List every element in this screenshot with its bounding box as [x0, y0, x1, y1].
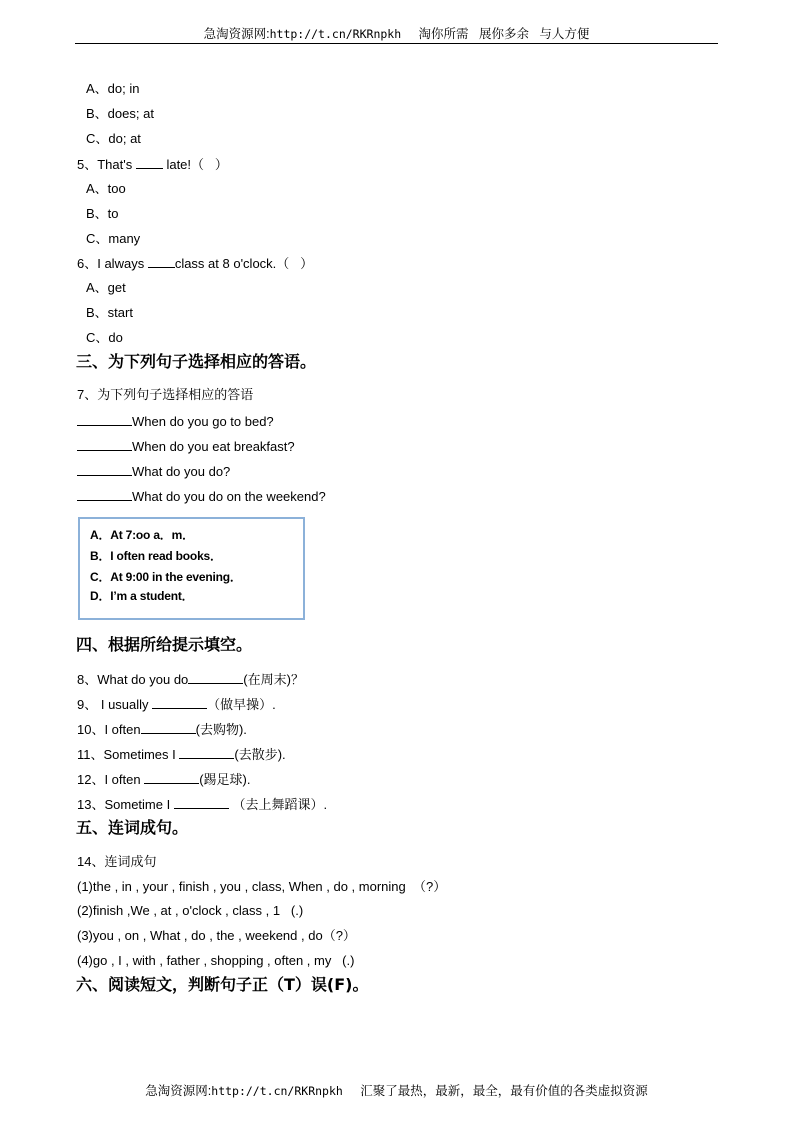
section-4-heading: 四、根据所给提示填空。 — [76, 635, 253, 654]
question-13: 13、Sometime I （去上舞蹈课）. — [77, 797, 328, 812]
question-7-title: 7、为下列句子选择相应的答语 — [77, 387, 254, 402]
answer-blank[interactable] — [152, 695, 207, 709]
answer-choice-b: B．I often read books． — [90, 549, 222, 563]
question-6: 6、I always class at 8 o'clock.（ ） — [77, 256, 314, 271]
answer-choice-a: A．At 7:oo a．m． — [90, 528, 194, 542]
answer-blank[interactable] — [77, 462, 132, 476]
question-10: 10、I often (去购物). — [77, 722, 247, 737]
question-5: 5、That's late!（ ） — [77, 157, 228, 172]
question-8: 8、What do you do (在周末)？ — [77, 672, 304, 687]
q14-item-3: (3)you , on , What , do , the , weekend , do（?） — [77, 928, 356, 943]
answer-choice-d: D．I’m a student． — [90, 589, 194, 603]
answer-blank[interactable] — [77, 437, 132, 451]
page-header — [75, 26, 718, 44]
q14-item-4: (4)go , I , with , father , shopping , often , my (.) — [77, 953, 355, 968]
question-14-title: 14、连词成句 — [77, 854, 157, 869]
answer-blank[interactable] — [77, 412, 132, 426]
answer-choice-c: C．At 9:00 in the evening． — [90, 570, 242, 584]
section-6-heading: 六、阅读短文，判断句子正（T）误(F)。 — [76, 975, 369, 994]
q7-item-1: When do you go to bed? — [77, 412, 274, 431]
q7-item-4: What do you do on the weekend? — [77, 487, 326, 506]
answer-choices-box — [78, 517, 305, 620]
q14-item-1: (1)the , in , your , finish , you , class, When , do , morning （?） — [77, 879, 447, 894]
section-5-heading: 五、连词成句。 — [76, 818, 189, 837]
q5-option-b: B、to — [86, 206, 119, 221]
header-url[interactable]: http://t.cn/RKRnpkh — [269, 27, 402, 41]
answer-blank[interactable] — [179, 745, 234, 759]
page-footer — [75, 1083, 718, 1100]
header-site: 急淘资源网: — [203, 27, 270, 41]
footer-slogan: 汇聚了最热，最新，最全，最有价值的各类虚拟资源 — [360, 1084, 648, 1098]
q4-option-c: C、do; at — [86, 131, 141, 146]
q5-option-a: A、too — [86, 181, 126, 196]
answer-blank[interactable] — [141, 720, 196, 734]
question-11: 11、Sometimes I (去散步). — [77, 747, 286, 762]
answer-blank[interactable] — [188, 670, 243, 684]
question-12: 12、I often (踢足球). — [77, 772, 251, 787]
answer-blank[interactable] — [174, 795, 229, 809]
answer-blank[interactable] — [144, 770, 199, 784]
q6-option-b: B、start — [86, 305, 133, 320]
footer-url[interactable]: http://t.cn/RKRnpkh — [211, 1084, 343, 1098]
answer-blank[interactable] — [77, 487, 132, 501]
q7-item-3: What do you do? — [77, 462, 230, 481]
q5-option-c: C、many — [86, 231, 141, 246]
q14-item-2: (2)finish ,We , at , o'clock , class , 1 (.) — [77, 903, 304, 918]
q7-item-2: When do you eat breakfast? — [77, 437, 295, 456]
q4-option-a: A、do; in — [86, 81, 140, 96]
question-9: 9、 I usually （做早操）. — [77, 697, 276, 712]
footer-site: 急淘资源网: — [145, 1084, 212, 1098]
q6-option-a: A、get — [86, 280, 126, 295]
q4-option-b: B、does; at — [86, 106, 154, 121]
header-slogan: 淘你所需 展你多余 与人方便 — [418, 27, 590, 41]
q6-option-c: C、do — [86, 330, 123, 345]
answer-blank[interactable] — [136, 155, 163, 169]
section-3-heading: 三、为下列句子选择相应的答语。 — [76, 352, 317, 371]
answer-blank[interactable] — [148, 254, 175, 268]
